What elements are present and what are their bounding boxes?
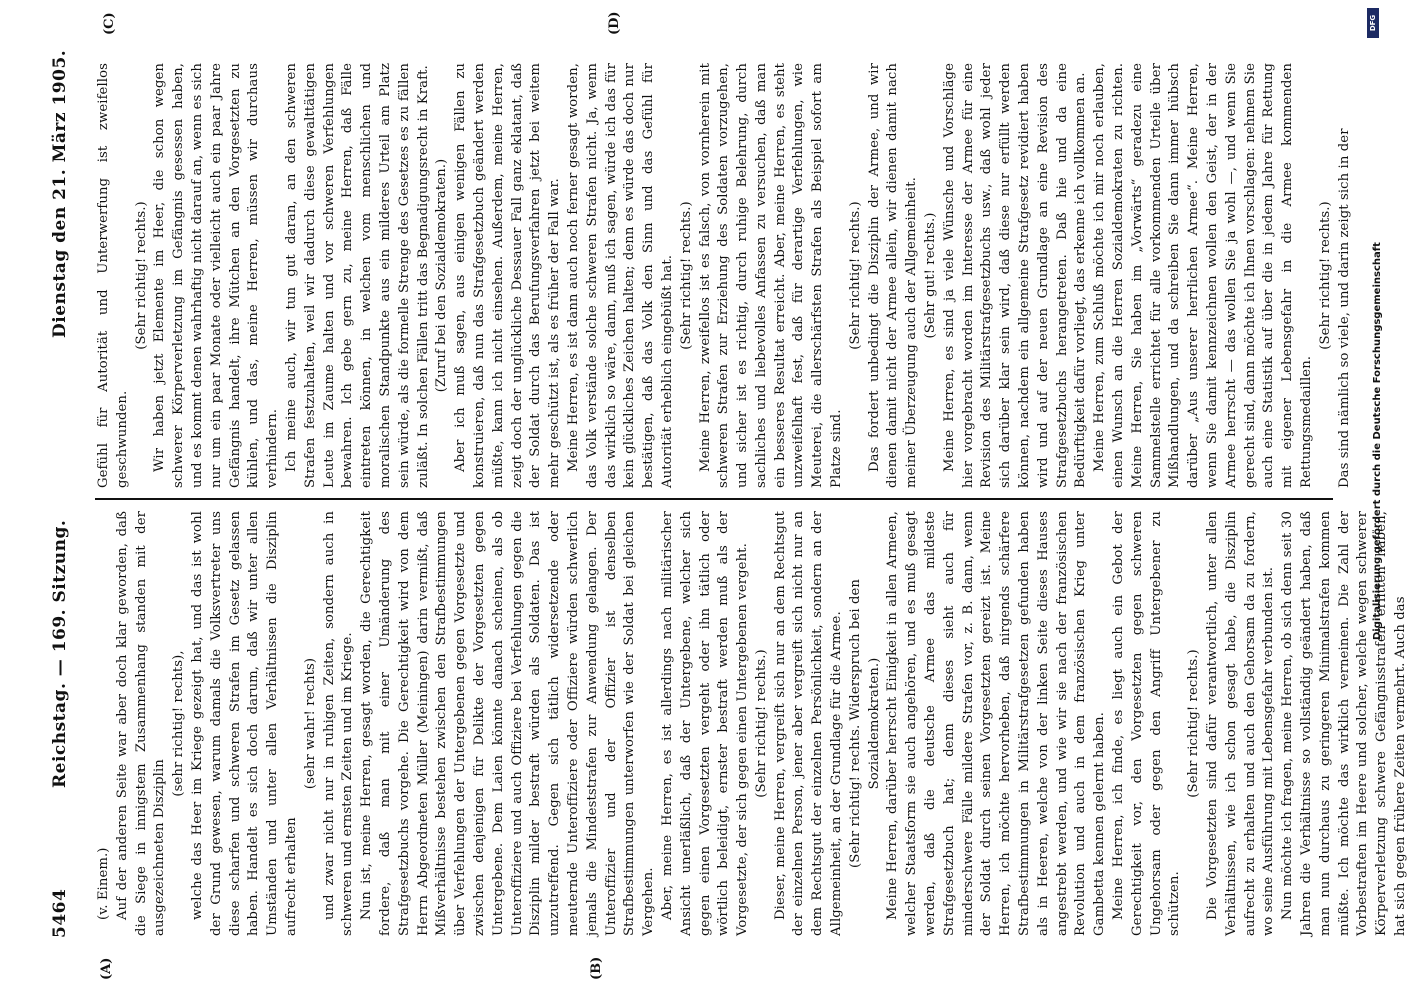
paragraph: Meine Herren, es sind ja viele Wünsche und Vorschläge hier vorgebracht worden im Interesse der Armee für eine Revision des Militärstrafgesetzbuchs usw., daß wohl jeder sich darüber klar sein wird, daß diese nur erfüllt werden können, nachdem ein allgemeine Strafgesetz revidiert haben wird und auf der neuen Grundlage an eine Revision des Strafgesetzbuchs herangetreten. Daß hie und da eine Bedürftigkeit dafür vorliegt, das erkenne ich vollkommen an. xyxy=(941,63,1089,488)
paragraph: Aber ich muß sagen, aus einigen wenigen Fällen zu konstruieren, daß nun das Strafgesetzbuch geändert werden müßte, kann ich nicht einsehen. Außerdem, meine Herren, zeigt doch der unglückliche Dessauer Fall ganz eklatant, daß der Soldat durch das Berufungsverfahren jetzt bei weitem mehr geschützt ist, als es früher der Fall war. xyxy=(453,63,563,488)
session-date: Dienstag den 21. März 1905. xyxy=(50,49,70,338)
interjection: (Sehr richtig! rechts.) xyxy=(753,649,769,798)
interjection: (Sehr richtig! rechts.) xyxy=(847,201,863,350)
paragraph: Ich meine auch, wir tun gut daran, an den schweren Strafen festzuhalten, weil wir dadurch diese gewalttätigen Leute im Zaume halten und vor schweren Verfehlungen bewahren. Ich gebe gern zu, meine Herren, daß Fälle eintreten können, in welchen vom menschlichen und moralischen Standpunkte aus ein milderes Urteil am Platz sein würde, als die formelle Strenge des Gesetzes es zu fällen zuläßt. In solchen Fällen tritt das Begnadigungsrecht in Kraft. xyxy=(283,63,431,488)
paragraph: Das fordert unbedingt die Disziplin der Armee, und wir dienen damit nicht der Armee allein, wir dienen damit nach meiner Überzeugung auch der Allgemeinheit. xyxy=(866,63,920,488)
interjection: (Sehr richtig! rechts.) xyxy=(678,201,694,350)
paragraph: Dieser, meine Herren, vergreift sich nur an dem Rechtsgut der einzelnen Person, jener aber vergreift sich nicht nur an dem Rechtsgut der einzelnen Persönlichkeit, sondern an der Allgemeinheit, an der Grundlage für die Armee. xyxy=(772,511,845,936)
paragraph: Wir haben jetzt Elemente im Heer, die schon wegen schwerer Körperverletzung im Gefängnis gesessen haben, und es kommt denen wahrhaftig nicht darauf an, wenn es sich nur um ein paar Monate oder vielleicht auch ein paar Jahre Gefängnis handelt, ihre Mütchen an den Vorgesetzten zu kühlen, und das, meine Herren, müssen wir durchaus verhindern. xyxy=(152,63,281,488)
dfg-logo: DFG xyxy=(1367,8,1379,38)
paragraph: Meine Herren, zum Schluß möchte ich mir noch erlauben, einen Wunsch an die Herren Sozialdemokraten zu richten. Meine Herren, Sie haben im „Vorwärts“ geradezu eine Sammelstelle errichtet für alle vorkommenden Urteile über Mißhandlungen, und da schreiben Sie dann immer hübsch darüber „Aus unserer herrlichen Armee“. Meine Herren, wenn Sie damit kennzeichnen wollen den Geist, der in der Armee herrscht — das wollen Sie ja wohl —, und wenn Sie gerecht sind, dann möchte ich Ihnen vorschlagen: nehmen Sie auch eine Statistik auf über die in jedem Jahre für Rettung mit eigener Lebensgefahr in die Armee kommenden Rettungsmedaillen. xyxy=(1092,63,1314,488)
interjection: (sehr richtig! rechts), xyxy=(171,650,187,797)
paragraph: (v. Einem.) xyxy=(96,847,111,920)
paragraph: und zwar nicht nur in ruhigen Zeiten, sondern auch in schweren und ernsten Zeiten und im Kriege. xyxy=(321,511,356,936)
interjection: (sehr wahr! rechts) xyxy=(302,657,318,790)
page-header xyxy=(50,49,82,938)
margin-mark-a: (A) xyxy=(99,957,114,980)
margin-mark-d: (D) xyxy=(607,11,622,35)
interjection: (Sehr gut! rechts.) xyxy=(923,212,939,339)
interjection: (Zuruf bei den Sozialdemokraten.) xyxy=(434,158,450,393)
digitization-credit: Digitalisierung gefördert durch die Deutsche Forschungsgemeinschaft xyxy=(1372,242,1383,640)
paragraph: Nun ist, meine Herren, gesagt worden, die Gerechtigkeit fordere, daß man mit einer Umänderung des Strafgesetzbuchs vorgehe. Die Gerechtigkeit wird von dem Herrn Abgeordneten Müller (Meiningen) darin vermißt, daß Mißverhältnisse bestehen zwischen den Strafbestimmungen über Verfehlungen der Untergebenen gegen Vorgesetzte und zwischen denjenigen für Delikte der Vorgesetzten gegen Untergebene. Dem Laien könnte danach scheinen, als ob Unteroffiziere und auch Offiziere bei Verfehlungen gegen die Disziplin milder bestraft würden als Soldaten. Das ist unzutreffend. Gegen sich tätlich widersetzende oder meuternde Unteroffiziere oder Offiziere würden schwerlich jemals die Mindeststrafen zur Anwendung gelangen. Der Unteroffizier und der Offizier ist denselben Strafbestimmungen unterworfen wie der Soldat bei gleichen Vergehen. xyxy=(359,511,657,936)
paragraph: Meine Herren, darüber herrscht Einigkeit in allen Armeen, welcher Staatsform sie auch angehören, und es muß gesagt werden, daß die deutsche Armee das mildeste Strafgesetzbuch hat; denn dieses sieht auch für minderschwere Fälle mildere Strafen vor, z. B. dann, wenn der Soldat durch seinen Vorgesetzten gereizt ist. Meine Herren, ich möchte hervorheben, daß nirgends schärfere Strafbestimmungen in Militärstrafgesetzen gefunden haben als in Heeren, welche von der linken Seite dieses Hauses angestrebt werden, und wie wir sie nach der französischen Revolution und auch in dem französischen Krieg unter Gambetta kennen gelernt haben. xyxy=(885,511,1108,936)
interjection: (Sehr richtig! rechts.) xyxy=(1186,649,1202,798)
right-column xyxy=(95,63,1354,488)
interjection: (Sehr richtig! rechts.) xyxy=(133,201,149,350)
left-column xyxy=(95,511,1411,936)
margin-mark-b: (B) xyxy=(589,956,604,980)
session-title: Reichstag. — 169. Sitzung. xyxy=(50,519,70,788)
paragraph: Nun möchte ich fragen, meine Herren, ob sich denn seit 30 Jahren die Verhältnisse so vollständig geändert haben, daß man nun durchaus zu geringeren Minimalstrafen kommen müßte. Ich möchte das wirklich verneinen. Die Zahl der Vorbestraften im Heere und solcher, welche wegen schwerer Körperverletzung schwere Gefängnisstrafen erlitten haben, hat sich gegen frühere Zeiten vermehrt. Auch das xyxy=(1280,511,1408,936)
page-number: 5464 xyxy=(50,888,70,938)
paragraph: Meine Herren, ich finde, es liegt auch ein Gebot der Gerechtigkeit vor, den Vorgesetzten gegen schweren Ungehorsam oder gegen den Angriff Untergebener zu schützen. xyxy=(1111,511,1183,936)
interjection: (Sehr richtig! rechts. Widerspruch bei den Sozialdemokraten.) xyxy=(847,578,882,869)
margin-mark-c: (C) xyxy=(102,12,117,35)
interjection: (Sehr richtig! rechts.) xyxy=(1317,201,1333,350)
paragraph: Das sind nämlich so viele, und darin zeigt sich in der xyxy=(1336,128,1352,488)
paragraph: Die Vorgesetzten sind dafür verantwortlich, unter allen Verhältnissen, wie ich schon gesagt habe, die Disziplin aufrecht zu erhalten und auch den Gehorsam da zu fordern, wo seine Ausführung mit Lebensgefahr verbunden ist. xyxy=(1205,511,1277,936)
paragraph: Meine Herren, es ist dann auch noch ferner gesagt worden, das Volk verstände solche schweren Strafen nicht. Ja, wenn das wirklich so wäre, dann, muß ich sagen, würde ich das für kein glückliches Zeichen halten; denn es würde das doch nur bestätigen, daß das Volk den Sinn und das Gefühl für Autorität erheblich eingebüßt hat. xyxy=(565,63,675,488)
column-divider xyxy=(95,498,1333,500)
paragraph: Auf der anderen Seite war aber doch klar geworden, daß die Siege in innigstem Zusammenhang standen mit der ausgezeichneten Disziplin xyxy=(114,511,168,936)
paragraph: Meine Herren, zweifellos ist es falsch, von vornherein mit schweren Strafen zur Erziehung des Soldaten vorzugehen, und sicher ist es richtig, durch ruhige Belehrung, durch sachliches und liebevolles Anfassen zu versuchen, daß man ein besseres Resultat erreicht. Aber, meine Herren, es steht unzweifelhaft fest, daß für derartige Verfehlungen, wie Meuterei, die allerschärfsten Strafen als Beispiel sofort am Platze sind. xyxy=(697,63,845,488)
paragraph: Gefühl für Autorität und Unterwerfung ist zweifellos geschwunden. xyxy=(96,63,130,488)
paragraph: welche das Heer im Kriege gezeigt hat, und das ist wohl der Grund gewesen, warum damals die Volksvertreter uns diese scharfen und schweren Strafen im Gesetz gelassen haben. Handelt es sich doch darum, daß wir unter allen Umständen und unter allen Verhältnissen die Disziplin aufrecht erhalten xyxy=(189,511,299,936)
paragraph: Aber, meine Herren, es ist allerdings nach militärischer Ansicht unerläßlich, daß der Untergebene, welcher sich gegen einen Vorgesetzten vergeht oder ihn tätlich oder wörtlich beleidigt, ernster bestraft werden muß als der Vorgesetzte, der sich gegen einen Untergebenen vergeht. xyxy=(659,511,751,936)
